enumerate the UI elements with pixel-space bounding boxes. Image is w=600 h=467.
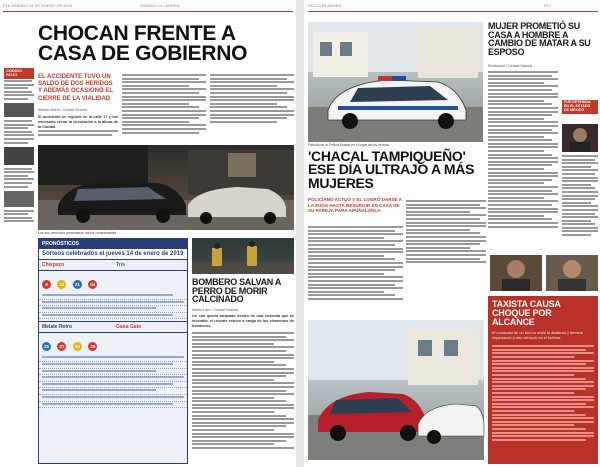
top-right-body xyxy=(488,71,558,251)
main-byline: Alfredo Marín / Ciudad Victoria xyxy=(38,108,87,112)
top-right-byline: Redacción / Ciudad Victoria xyxy=(488,64,533,68)
sidebar-photo-1 xyxy=(4,103,34,117)
taxi-crash-photo-illustration xyxy=(308,320,484,460)
suspect-photo-3-illustration xyxy=(546,255,598,291)
right-main-body-col2 xyxy=(406,200,486,276)
police-photo-illustration xyxy=(308,22,483,142)
suspect-photo-2 xyxy=(490,255,542,291)
lottery-brand: PRONÓSTICOS xyxy=(39,239,187,249)
lottery-balls-row-2 xyxy=(39,333,187,355)
taxi-red-box xyxy=(488,296,598,464)
sidebar-photo-3 xyxy=(4,191,34,207)
lottery-ball: 07 xyxy=(59,344,65,350)
suspect-photo-3 xyxy=(546,255,598,291)
right-main-headline: 'CHACAL TAMPIQUEÑO' ESE DÍA ULTRAJÓ A MÁS MUJERES xyxy=(308,148,475,191)
left-top-rule xyxy=(3,11,293,12)
right-main-body-col1 xyxy=(308,226,403,316)
lottery-game-3: Melate Retro xyxy=(42,324,73,331)
right-page xyxy=(304,0,600,467)
lottery-results xyxy=(38,238,188,464)
right-folio-page: P17 xyxy=(544,3,552,8)
main-body-col2 xyxy=(122,74,206,142)
second-byline: Martín Lara / Ciudad Victoria xyxy=(192,308,238,312)
lottery-ball: 04 xyxy=(90,282,96,287)
main-body-col3 xyxy=(210,74,294,142)
police-photo xyxy=(308,22,483,142)
firefighters-photo-illustration xyxy=(192,238,294,274)
right-folio: SECCIÓN AHORA xyxy=(308,3,342,8)
lottery-ball: 11 xyxy=(57,280,66,289)
crash-photo-caption: Los dos vehículos presentaron daños considerables. xyxy=(38,231,118,235)
left-folio-right: SÁBADO 14 / AHORA xyxy=(140,3,180,8)
lottery-balls-row-1 xyxy=(39,271,187,293)
right-top-rule xyxy=(308,11,598,12)
top-right-headline: MUJER PROMETIÓ SU CASA A HOMBRE A CAMBIO DE MATAR A SU ESPOSO xyxy=(488,21,591,57)
police-photo-caption: Patrulla de la Policía Estatal en el lugar de los hechos. xyxy=(308,143,390,147)
page-gutter xyxy=(296,0,304,467)
crash-photo xyxy=(38,145,294,230)
lottery-ball: 21 xyxy=(74,282,80,287)
lottery-ball: 25 xyxy=(43,344,49,350)
suspect-photo-1-illustration xyxy=(562,124,598,152)
taxi-box-text: El conductor de un taxi no midió la distancia y terminó impactando a otro vehículo en el bulevar. xyxy=(492,331,583,341)
main-deck: EL ACCIDENTE TUVO UN SALDO DE DOS HERIDOS Y ADEMÁS OCASIONÓ EL CIERRE DE LA VIALIDAD xyxy=(38,74,113,102)
suspect-photo-1 xyxy=(562,124,598,152)
left-folio: P16 SÁBADO 14 DE ENERO DE 2019 xyxy=(3,3,73,8)
left-page xyxy=(0,0,296,467)
lottery-ball: 28 xyxy=(90,344,96,350)
lottery-game-2: Tris xyxy=(116,262,125,268)
suspect-photo-2-illustration xyxy=(490,255,542,291)
crash-photo-illustration xyxy=(38,145,294,230)
taxi-box-body xyxy=(488,343,598,444)
side-tag: CÓDIGO ROJO xyxy=(4,68,34,79)
taxi-crash-photo xyxy=(308,320,484,460)
firefighters-photo xyxy=(192,238,294,274)
main-lead: El accidente se registró en la calle 17 y fue necesario cerrar la circulación a la altura de la Ciudad. xyxy=(38,115,118,130)
lottery-ball: 19 xyxy=(74,344,80,350)
main-headline: CHOCAN FRENTE A CASA DE GOBIERNO xyxy=(38,22,248,65)
lottery-game-1: Chispazo xyxy=(42,262,65,268)
left-sidebar-column xyxy=(4,80,34,290)
sidebar-photo-2 xyxy=(4,147,34,165)
main-body-col1 xyxy=(38,130,118,142)
right-narrow-body xyxy=(562,155,598,251)
lottery-game-4: Gana Gato xyxy=(116,324,142,331)
second-lead: Un can quedó atrapado dentro de una vivienda que se incendió, el rescate estuvo a cargo de los elementos de bomberos. xyxy=(192,314,294,329)
lottery-title: Sorteos celebrados el jueves 14 de enero de 2019 xyxy=(39,249,187,260)
taxi-box-headline: TAXISTA CAUSA CHOQUE POR ALCANCE xyxy=(492,299,561,327)
right-main-deck: POLICÍANO ACTUÓ Y EL LOGRÓ DARSE A LA FUGA HASTA RESURGIR EN CASA DE SU PAREJA PARA APUÑALARLA xyxy=(308,197,402,213)
lottery-ball: 9 xyxy=(42,280,51,289)
second-body xyxy=(192,332,294,464)
second-headline: BOMBERO SALVAN A PERRO DE MORIR CALCINADO xyxy=(192,277,281,305)
right-side-tag: FUE DETENIDA EN EL ESTADO DE MÉXICO xyxy=(562,100,598,114)
